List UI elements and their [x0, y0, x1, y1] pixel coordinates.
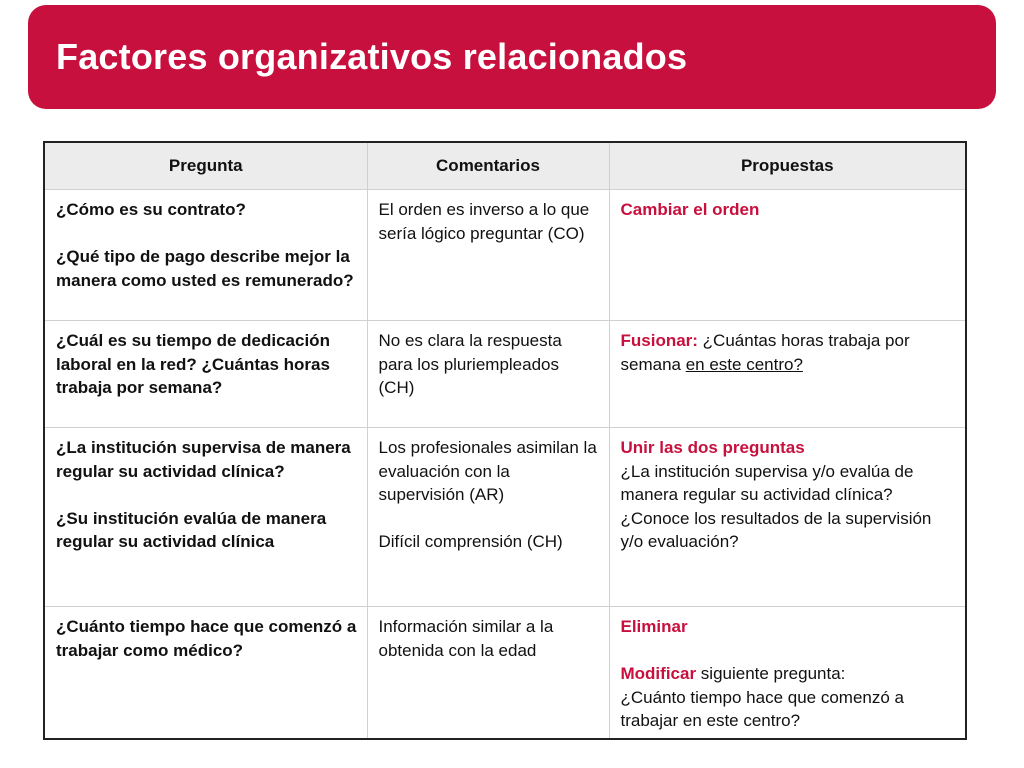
proposal-highlight: Eliminar — [620, 617, 688, 636]
slide-title: Factores organizativos relacionados — [56, 36, 688, 77]
question-text: ¿Cuál es su tiempo de dedicación laboral en la red? ¿Cuántas horas trabaja por semana? — [56, 331, 330, 397]
proposal-highlight: Modificar — [620, 664, 697, 683]
proposal-text: ¿Conoce los resultados de la supervisión y/o evaluación? — [620, 508, 932, 551]
title-banner — [28, 5, 996, 109]
question-text: ¿Cómo es su contrato? — [56, 200, 246, 219]
cell-comentarios — [367, 321, 609, 428]
proposal-text: ¿Cuántas horas trabaja por semana — [620, 331, 910, 374]
proposal-highlight: Fusionar: — [620, 331, 698, 350]
cell-propuestas — [609, 428, 966, 607]
proposal-text: siguiente pregunta: — [696, 664, 846, 683]
table-row — [44, 428, 966, 607]
cell-propuestas — [609, 190, 966, 321]
proposal-text: ¿Cuánto tiempo hace que comenzó a trabajar en este centro? — [620, 687, 905, 730]
table-header-row — [44, 142, 966, 190]
comment-text: Los profesionales asimilan la evaluación con la supervisión (AR) — [378, 438, 597, 504]
cell-pregunta — [44, 321, 367, 428]
proposals-table — [43, 141, 967, 740]
proposal-underlined-text: en este centro? — [685, 354, 803, 374]
comment-text: No es clara la respuesta para los pluriempleados (CH) — [378, 331, 562, 397]
comment-text: Información similar a la obtenida con la edad — [378, 617, 554, 660]
cell-comentarios — [367, 428, 609, 607]
cell-pregunta — [44, 190, 367, 321]
question-text: ¿Cuánto tiempo hace que comenzó a trabajar como médico? — [56, 617, 357, 660]
table-row — [44, 607, 966, 739]
cell-pregunta — [44, 607, 367, 739]
proposal-paragraph — [621, 329, 956, 376]
cell-comentarios — [367, 190, 609, 321]
cell-propuestas — [609, 321, 966, 428]
comment-text: El orden es inverso a lo que sería lógico preguntar (CO) — [378, 200, 590, 243]
cell-propuestas — [609, 607, 966, 739]
header-pregunta: Pregunta — [44, 142, 367, 190]
header-propuestas: Propuestas — [609, 142, 966, 190]
header-comentarios: Comentarios — [367, 142, 609, 190]
cell-pregunta — [44, 428, 367, 607]
proposal-text: ¿La institución supervisa y/o evalúa de manera regular su actividad clínica? — [620, 461, 914, 504]
table-row — [44, 190, 966, 321]
table-row — [44, 321, 966, 428]
cell-comentarios — [367, 607, 609, 739]
proposal-highlight: Cambiar el orden — [620, 200, 760, 219]
question-text: ¿La institución supervisa de manera regular su actividad clínica? — [56, 438, 351, 481]
proposal-paragraph — [621, 662, 956, 686]
question-text: ¿Qué tipo de pago describe mejor la manera como usted es remunerado? — [56, 247, 354, 290]
comment-text: Difícil comprensión (CH) — [378, 532, 563, 551]
proposal-highlight: Unir las dos preguntas — [620, 438, 805, 457]
question-text: ¿Su institución evalúa de manera regular su actividad clínica — [56, 508, 327, 551]
